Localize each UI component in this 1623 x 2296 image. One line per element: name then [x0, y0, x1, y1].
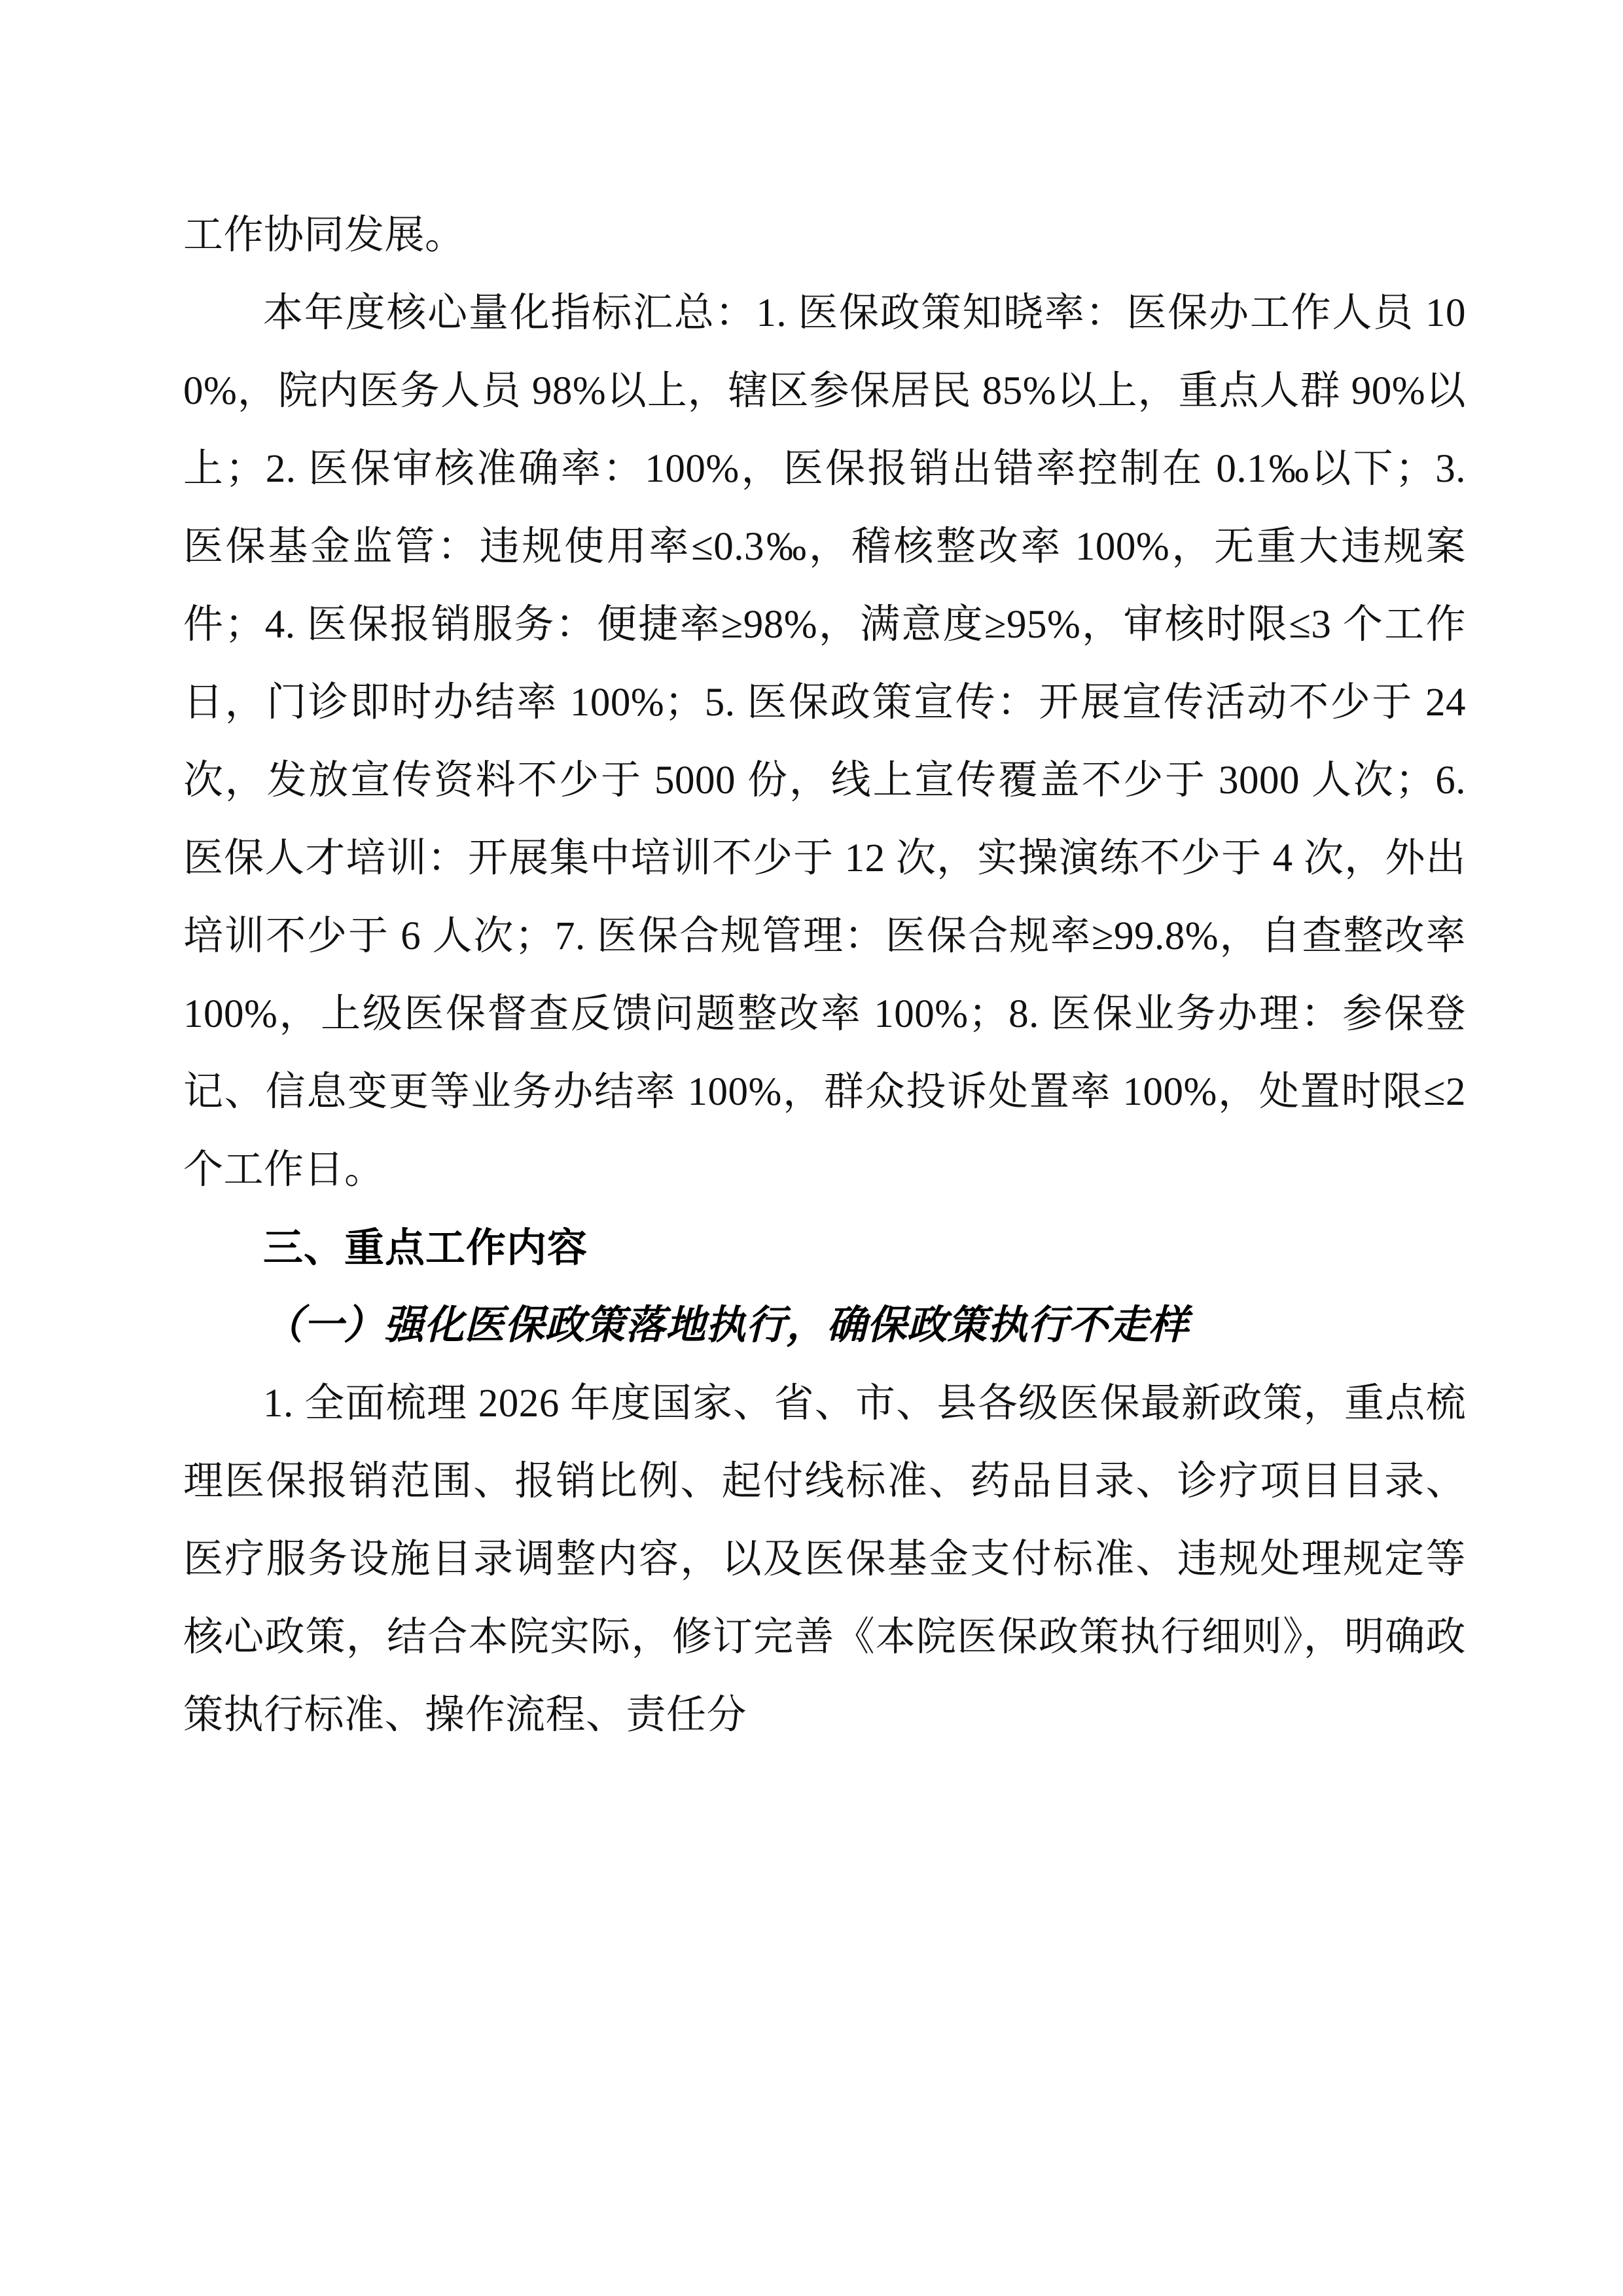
paragraph-item-one: 1. 全面梳理 2026 年度国家、省、市、县各级医保最新政策，重点梳理医保报销范围、报销比例、起付线标准、药品目录、诊疗项目目录、医疗服务设施目录调整内容，以及医保基金支付标准、违规处理规定等核心政策，结合本院实际，修订完善《本院医保政策执行细则》，明确政策执行标准、操作流程、责任分: [183, 1382, 1466, 1737]
subsection-heading-policy-implementation: （一）强化医保政策落地执行，确保政策执行不走样: [263, 1304, 1189, 1348]
document-body: [183, 196, 1466, 1754]
section-heading-key-work-content: 三、重点工作内容: [263, 1225, 588, 1270]
paragraph-continued: 工作协同发展。: [183, 213, 465, 257]
paragraph-core-indicators: 本年度核心量化指标汇总：1. 医保政策知晓率：医保办工作人员 100%，院内医务人员 98%以上，辖区参保居民 85%以上，重点人群 90%以上；2. 医保审核准确率：100%，医保报销出错率控制在 0.1‰以下；3. 医保基金监管：违规使用率≤0.3‰，稽核整改率 100%，无重大违规案件；4. 医保报销服务：便捷率≥98%，满意度≥95%，审核时限≤3 个工作日，门诊即时办结率 100%；5. 医保政策宣传：开展宣传活动不少于 24 次，发放宣传资料不少于 5000 份，线上宣传覆盖不少于 3000 人次；6. 医保人才培训：开展集中培训不少于 12 次，实操演练不少于 4 次，外出培训不少于 6 人次；7. 医保合规管理：医保合规率≥99.8%，自查整改率 100%，上级医保督查反馈问题整改率 100%；8. 医保业务办理：参保登记、信息变更等业务办结率 100%，群众投诉处置率 100%，处置时限≤2 个工作日。: [183, 291, 1466, 1192]
